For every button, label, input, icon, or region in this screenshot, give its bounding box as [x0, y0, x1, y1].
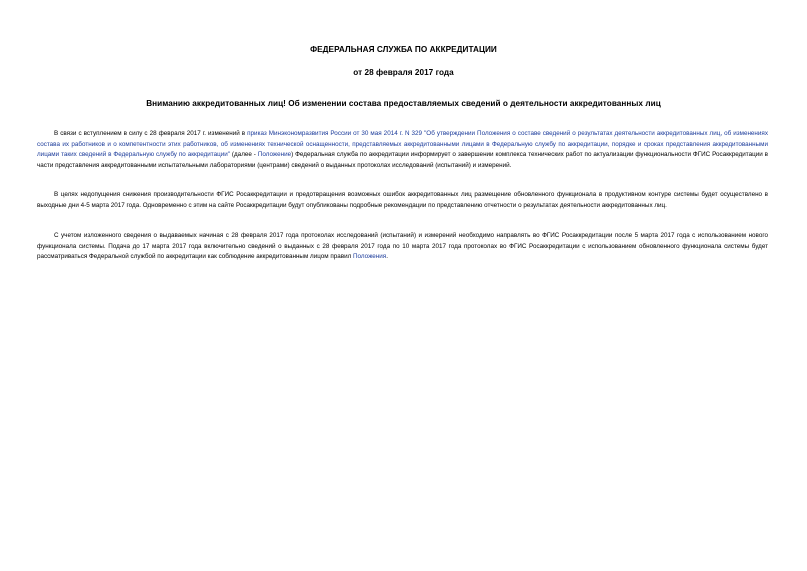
paragraph-1: [37, 129, 768, 171]
document-title: Вниманию аккредитованных лиц! Об изменении состава предоставляемых сведений о деятельности аккредитованных лиц: [146, 99, 661, 108]
paragraph-3: [37, 231, 768, 263]
regulation-link-2[interactable]: Положения: [353, 253, 387, 261]
paragraph-1-intro: В связи с вступлением в силу с 28 февраля 2017 г. изменений в: [54, 130, 248, 137]
paragraph-1-middle: (далее -: [229, 151, 258, 159]
paragraph-3-body: С учетом изложенного сведения о выдаваемых начиная с 28 февраля 2017 года протоколах исследований (испытаний) и измерений необходимо направлять во ФГИС Росаккредитации после 5 марта 2017 года с использованием нового функционала системы. Подача до 17 марта 2017 года включительно сведений о выданных с 28 февраля 2017 года по 10 марта 2017 года протоколах во ФГИС Росаккредитации с использованием обновленного функционала системы будет рассматриваться Федеральной службой по аккредитации как соблюдение аккредитованным лицом правил: [37, 232, 768, 261]
document-date: от 28 февраля 2017 года: [353, 68, 454, 77]
agency-name: ФЕДЕРАЛЬНАЯ СЛУЖБА ПО АККРЕДИТАЦИИ: [310, 45, 497, 54]
order-329-link[interactable]: приказ Минэкономразвития России от 30 мая 2014 г. N 329 "Об утверждении Положения о составе сведений о результатах деятельности аккредитованных лиц, об изменениях состава их работников и о компетентности этих работников, об изменениях технической оснащенности, представляемых аккредитованными лицами в Федеральную службу по аккредитации, порядке и сроках представления аккредитованными лицами таких сведений в Федеральную службу по аккредитации": [37, 130, 768, 159]
paragraph-3-end: .: [386, 253, 388, 261]
paragraph-1-body: ) Федеральная служба по аккредитации информирует о завершении комплекса технических работ по актуализации функциональности ФГИС Росаккредитации в части представления аккредитованными испытательными лабораториями (центрами) сведений о выданных протоколах исследований (испытаний) и измерений.: [37, 151, 769, 169]
paragraph-2: В целях недопущения снижения производительности ФГИС Росаккредитации и предотвращения возможных ошибок аккредитованных лиц размещение обновленного функционала в продуктивном контуре системы будет осуществлено в выходные дни 4-5 марта 2017 года. Одновременно с этим на сайте Росаккредитации будут опубликованы подробные рекомендации по представлению отчетности о результатах деятельности аккредитованных лиц.: [37, 191, 768, 209]
regulation-link[interactable]: Положение: [257, 151, 292, 159]
